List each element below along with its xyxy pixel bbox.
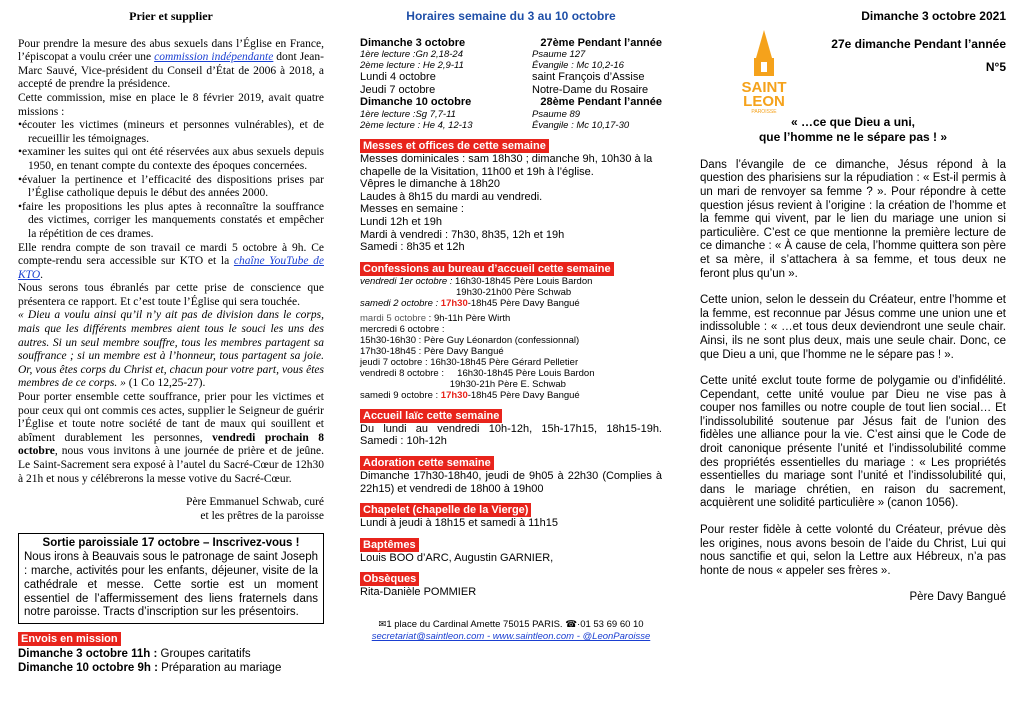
chapelet-text: Lundi à jeudi à 18h15 et samedi à 11h15 (360, 517, 558, 530)
masses-line: Messes en semaine : (360, 203, 464, 216)
masses-line: Vêpres le dimanche à 18h20 (360, 178, 501, 191)
masses-line: Samedi : 8h35 et 12h (360, 241, 465, 254)
confession-line: 15h30-16h30 : Père Guy Léonardon (confessionnal) (360, 334, 580, 346)
kto-youtube-link[interactable]: chaîne YouTube de KTO (18, 255, 324, 281)
logo-text-leon: LEON (743, 93, 785, 110)
editorial-quote-line1: « …ce que Dieu a uni, (790, 114, 916, 129)
sortie-title: Sortie paroissiale 17 octobre – Inscrivez-vous ! (42, 537, 300, 550)
commission-link[interactable]: commission indépendante (154, 51, 274, 64)
mission-item: •écouter les victimes (mineurs et personnes vulnérables), et de recueillir les témoignages. (18, 119, 324, 145)
adoration-heading: Adoration cette semaine (360, 456, 494, 470)
accueil-text: Du lundi au vendredi 10h-12h, 15h-17h15, 18h15-19h. Samedi : 10h-12h (360, 422, 662, 448)
reading-row: 2ème lecture : He 2,9-11 Évangile : Mc 10,2-16 (360, 60, 624, 72)
sunday2-header: Dimanche 10 octobre 28ème Pendant l’année (360, 96, 662, 109)
sunday1-header: Dimanche 3 octobre 27ème Pendant l’année (360, 36, 662, 49)
mission-item: •évaluer la pertinence et l’efficacité des dispositions prises par l’Église catholique depuis le début des années 2000. (18, 173, 324, 200)
obseques-text: Rita-Danièle POMMIER (360, 586, 477, 599)
feast-row: Jeudi 7 octobre Notre-Dame du Rosaire (360, 83, 649, 96)
confession-line: vendredi 1er octobre : 16h30-18h45 Père Louis Bardon (360, 275, 593, 287)
footer-links[interactable]: secretariat@saintleon.com - www.saintleon.com - @LeonParoisse (371, 630, 651, 642)
confession-line: samedi 9 octobre : 17h30-18h45 Père Davy Bangué (360, 389, 580, 401)
confession-line: mercredi 6 octobre : (360, 323, 445, 335)
confession-line: samedi 2 octobre : 17h30-18h45 Père Davy Bangué (360, 297, 580, 309)
adoration-text: Dimanche 17h30-18h40, jeudi de 9h05 à 22h30 (Complies à 22h15) et vendredi de 18h00 à 19h00 (360, 469, 662, 495)
col1-p4: Nous serons tous ébranlés par cette prise de conscience que présentera ce rapport. Et c’est toute l’Église qui sera touchée. (18, 282, 324, 308)
col1-p1: Pour prendre la mesure des abus sexuels dans l’Église en France, l’épiscopat a voulu créer une commission indépendante dont Jean-Marc Sauvé, Vice-président du Conseil d’État de 2006 à 2018, a accepté de prendre la présidence. (18, 37, 324, 91)
chapelet-heading: Chapelet (chapelle de la Vierge) (360, 503, 531, 517)
masses-line: Laudes à 8h15 du mardi au vendredi. (360, 190, 543, 203)
accueil-heading: Accueil laïc cette semaine (360, 409, 502, 423)
editorial-paragraph: Cette unité exclut toute forme de polygamie ou d’infidélité. Cependant, cette unité voulue par Dieu ne vise pas à couper nos familles ou notre couple de tout lien social… Et l’indissolubilité soutenue par Jésus fait de l’union des fidèles une alliance pour la vie. C’est ainsi que le Code de droit canonique présente l’unité et l’indissolubilité comme des propriétés essentielles du mariage : « Les propriétés essentielles du mariage sont l’unité et l’indissolubilité qui, dans le mariage chrétien, en raison du sacrement, acquièrent une solidité particulière » (canon 1056). (700, 375, 1006, 510)
missions-heading: Envois en mission (18, 632, 121, 646)
column-prier (18, 10, 324, 675)
editorial-paragraph: Dans l’évangile de ce dimanche, Jésus répond à la question des pharisiens sur la répudiation : « Est-il permis à un mari de renvoyer sa femme ? ». Pour répondre à cette question jésus revient à l’origine : la création de l’homme et la femme qui vivent, par le lien du mariage une union si particulière. C’est ce que mentionne la première lecture de ce dimanche : « À cause de cela, l’homme quittera son père et sa mère, il s’attachera à sa femme, et tous deux ne feront plus qu’un ». (700, 158, 1006, 280)
reading-row: 2ème lecture : He 4, 12-13 Évangile : Mc 10,17-30 (360, 119, 630, 131)
col1-quote: « Dieu a voulu ainsi qu’il n’y ait pas de division dans le corps, mais que les différents membres aient tous le souci les uns des autres. Si un seul membre souffre, tous les membres partagent sa souffrance ; si un membre est à l’honneur, tous partagent sa joie. Or, vous êtes corps du Christ et, chacun pour votre part, vous êtes membres de ce corps. » (1 Co 12,25-27). (18, 309, 324, 390)
logo-text-paroisse: PAROISSE (751, 109, 777, 114)
column-horaires (360, 10, 662, 643)
sortie-text: Nous irons à Beauvais sous le patronage de saint Joseph : marche, activités pour les enfants, déjeuner, visite de la cathédrale et messe. Cette sortie est un moment essentiel de l’affermissement des liens fraternels dans notre paroisse. Tracts d’inscription sur les présentoirs. (24, 551, 318, 619)
masses-line: Mardi à vendredi : 7h30, 8h35, 12h et 19h (360, 228, 565, 241)
mission-row: Dimanche 10 octobre 9h : Préparation au mariage (18, 661, 282, 674)
signature-line1: Père Emmanuel Schwab, curé (186, 496, 324, 509)
feast-row: Lundi 4 octobre saint François d’Assise (360, 71, 645, 84)
editorial-signature: Père Davy Bangué (909, 591, 1006, 604)
editorial-quote-line2: que l’homme ne le sépare pas ! » (758, 129, 948, 144)
col1-p2: Cette commission, mise en place le 8 février 2019, avait quatre missions : (18, 91, 324, 118)
confession-line: 19h30-21h Père E. Schwab (360, 378, 566, 390)
confession-line: vendredi 8 octobre : 16h30-18h45 Père Louis Bardon (360, 367, 595, 379)
confession-line: 19h30-21h00 Père Schwab (456, 286, 572, 298)
confession-line: 17h30-18h45 : Père Davy Bangué (360, 345, 504, 357)
col2-title: Horaires semaine du 3 au 10 octobre (406, 9, 616, 23)
editorial-paragraph: Cette union, selon le dessein du Créateur, entre l’homme et la femme, est reconnue par Jésus comme une union une et indissoluble : « …et tous deux deviendront une seule chair. Ainsi, ils ne sont plus deux, mais une seule chair. Donc, ce que Dieu a uni, que l’homme ne le sépare pas ! ». (700, 294, 1006, 361)
masses-line: Messes dominicales : sam 18h30 ; dimanche 9h, 10h30 à la chapelle de la Visitation, 11h00 et 19h à l’église. (360, 152, 653, 178)
footer (360, 619, 662, 643)
mission-row: Dimanche 3 octobre 11h : Groupes caritatifs (18, 647, 251, 660)
baptemes-text: Louis BOO d’ARC, Augustin GARNIER, (360, 551, 554, 564)
masses-heading: Messes et offices de cette semaine (360, 139, 549, 153)
sortie-box (18, 533, 324, 624)
mission-item: •faire les propositions les plus aptes à reconnaître la souffrance des victimes, corriger les manquements constatés et empêcher la répétition de ces drames. (18, 200, 324, 240)
reading-row: 1ère lecture :Sg 7,7-11 Psaume 89 (360, 108, 581, 120)
issue-date: Dimanche 3 octobre 2021 (861, 9, 1006, 23)
footer-address: ✉1 place du Cardinal Amette 75015 PARIS. ☎·01 53 69 60 10 (378, 618, 644, 630)
signature-line2: et les prêtres de la paroisse (200, 509, 324, 522)
editorial-paragraph: Pour rester fidèle à cette volonté du Créateur, prévue dès les origines, nous avons besoin de l’aide du Christ, Lui qui nous sanctifie et qui, selon la Lettre aux Hébreux, n’a pas honte de nous « appeler ses frères ». (700, 524, 1006, 577)
baptemes-heading: Baptêmes (360, 538, 419, 552)
obseques-heading: Obsèques (360, 572, 419, 586)
mission-item: •examiner les suites qui ont été réservées aux abus sexuels depuis 1950, en tenant compte du contexte des époques concernées. (18, 146, 324, 172)
issue-number: N°5 (985, 60, 1006, 75)
masses-line: Lundi 12h et 19h (360, 215, 442, 228)
col1-p3: Elle rendra compte de son travail ce mardi 5 octobre à 9h. Ce compte-rendu sera accessible sur KTO et la chaîne YouTube de KTO. (18, 241, 324, 281)
col1-p5: Pour porter ensemble cette souffrance, prier pour les victimes et pour ceux qui ont commis ces actes, supplier le Seigneur de guérir l’Église et toute notre société de tant de maux qui souillent et abîment durablement les personnes, vendredi prochain 8 octobre, nous vous invitons à une journée de prière et de jeûne. Le Saint-Sacrement sera exposé à l’autel du Sacré-Cœur de 12h30 à 21h et nous y célébrerons la messe votive du Sacré-Cœur. (18, 391, 324, 485)
confession-line: jeudi 7 octobre : 16h30-18h45 Père Gérard Pelletier (360, 356, 579, 368)
reading-row: 1ère lecture :Gn 2,18-24 Psaume 127 (360, 49, 586, 61)
issue-sunday: 27e dimanche Pendant l’année (831, 36, 1006, 51)
col1-title: Prier et supplier (129, 9, 213, 23)
confessions-heading: Confessions au bureau d’accueil cette semaine (360, 262, 614, 276)
logo-text-saint: SAINT (741, 79, 787, 96)
column-editorial (700, 10, 1006, 605)
confession-line: mardi 5 octobre : 9h-11h Père Wirth (360, 312, 511, 324)
